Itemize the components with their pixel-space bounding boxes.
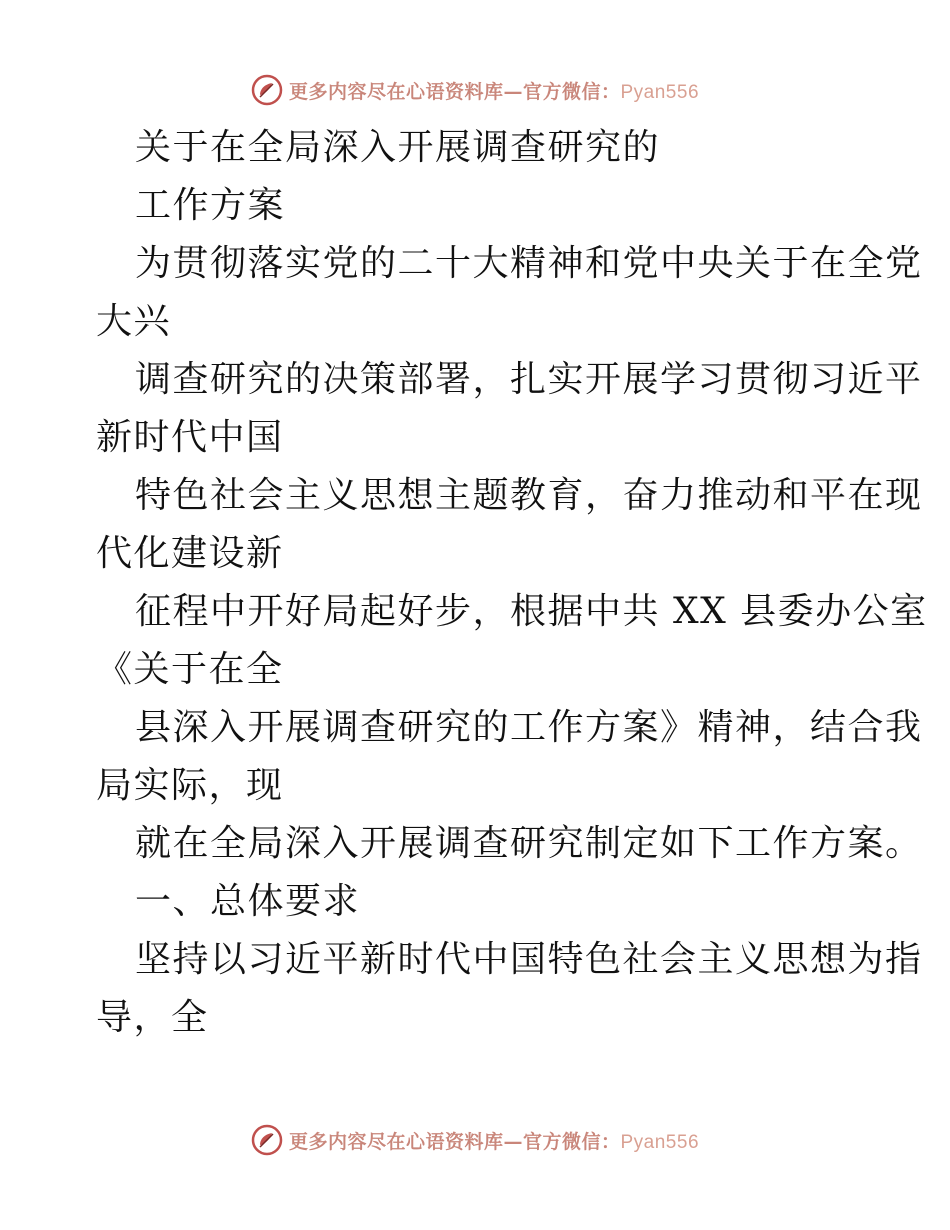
paragraph-line: 坚持以习近平新时代中国特色社会主义思想为指 [135, 939, 923, 980]
doc-title-line-1: 关于在全局深入开展调查研究的 [135, 127, 661, 168]
paragraph-line: 特色社会主义思想主题教育，奋力推动和平在现 [135, 475, 923, 516]
paragraph-line: 局实际，现 [96, 765, 284, 806]
paragraph-line: 新时代中国 [96, 417, 284, 458]
heart-pen-logo-icon [251, 74, 283, 106]
paragraph-line: 调查研究的决策部署，扎实开展学习贯彻习近平 [135, 359, 923, 400]
paragraph-line: 《关于在全 [96, 649, 284, 690]
heart-pen-logo-icon [251, 1124, 283, 1156]
doc-title-line-2: 工作方案 [135, 185, 286, 226]
paragraph-line: 代化建设新 [96, 533, 284, 574]
watermark-text: 更多内容尽在心语资料库—官方微信：Pyan556 [288, 1130, 700, 1153]
paragraph-line: 就在全局深入开展调查研究制定如下工作方案。 [135, 823, 923, 864]
paragraph-line: 大兴 [96, 301, 172, 342]
paragraph-line: 为贯彻落实党的二十大精神和党中央关于在全党 [135, 243, 923, 284]
document-body [96, 119, 928, 1047]
footer-watermark [0, 1120, 950, 1160]
header-watermark [0, 70, 950, 110]
paragraph-line: 征程中开好局起好步，根据中共 XX 县委办公室 [135, 591, 928, 632]
watermark-text: 更多内容尽在心语资料库—官方微信：Pyan556 [288, 80, 700, 103]
section-heading: 一、总体要求 [135, 881, 361, 922]
paragraph-line: 县深入开展调查研究的工作方案》精神，结合我 [135, 707, 923, 748]
paragraph-line: 导，全 [96, 997, 209, 1038]
